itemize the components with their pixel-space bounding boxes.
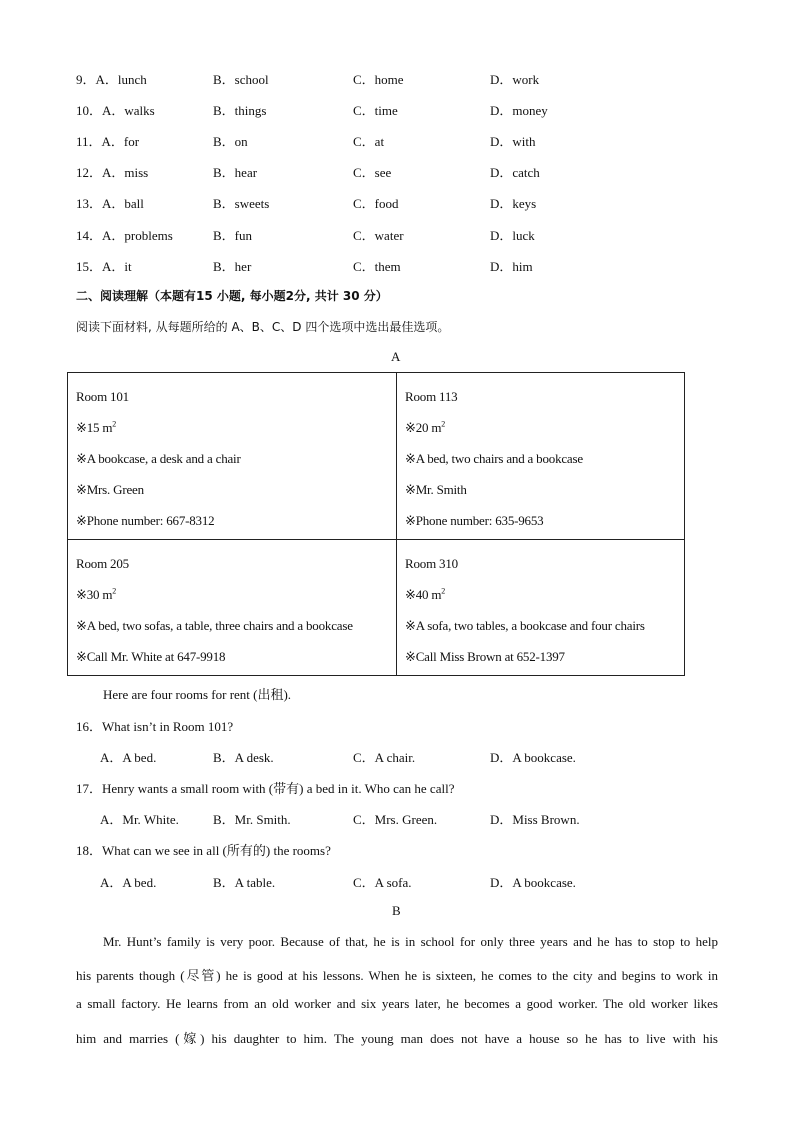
option-d: D．him	[490, 259, 533, 274]
option-row-14	[0, 225, 794, 245]
option-b: B．fun	[213, 228, 253, 243]
passage-line: a small factory. He learns from an old worker and six years later, he becomes a good worker. The old worker likes	[76, 996, 718, 1011]
room-phone: ※Phone number: 667-8312	[76, 513, 215, 528]
option-row-label: 12．A．miss	[76, 165, 149, 180]
room-area: ※40 $m^2$	[405, 586, 446, 602]
option-row-label: 13．A．ball	[76, 196, 144, 211]
passage-line: his parents though (尽管) he is good at his lessons. When he is sixteen, he comes to the city and begins to work in	[76, 968, 718, 983]
option-d: D．money	[490, 103, 548, 118]
option-d: D．A bookcase.	[490, 875, 576, 890]
room-name: Room 113	[405, 389, 458, 404]
table-caption: Here are four rooms for rent (出租).	[103, 687, 292, 702]
option-row-label: 10．A．walks	[76, 103, 155, 118]
option-row-9	[0, 69, 794, 89]
option-row-label: 14．A．problems	[76, 228, 173, 243]
option-row-label: 9．A．lunch	[76, 72, 147, 87]
passage-label-a: A	[391, 349, 401, 364]
room-cell	[397, 540, 685, 676]
room-cell	[68, 373, 397, 540]
option-c: C．at	[353, 134, 385, 149]
option-c: C．water	[353, 228, 404, 243]
passage-line: Mr. Hunt’s family is very poor. Because of that, he is in school for only three years and he has to stop to help	[103, 934, 718, 949]
room-items: ※A sofa, two tables, a bookcase and four chairs	[405, 618, 645, 633]
room-name: Room 101	[76, 389, 129, 404]
question-17-stem: 17．Henry wants a small room with (带有) a bed in it. Who can he call?	[76, 781, 455, 796]
table-row	[68, 540, 685, 676]
option-a: A．A bed.	[100, 750, 157, 765]
option-c: C．Mrs. Green.	[353, 812, 438, 827]
option-b: B．things	[213, 103, 267, 118]
option-d: D．A bookcase.	[490, 750, 576, 765]
option-b: B．on	[213, 134, 248, 149]
option-b: B．hear	[213, 165, 258, 180]
option-row-13	[0, 193, 794, 213]
option-b: B．her	[213, 259, 252, 274]
room-name: Room 310	[405, 556, 458, 571]
option-c: C．them	[353, 259, 401, 274]
option-c: C．home	[353, 72, 404, 87]
room-contact: ※Mr. Smith	[405, 482, 467, 497]
option-b: B．A desk.	[213, 750, 274, 765]
option-row-12	[0, 162, 794, 182]
room-items: ※A bed, two sofas, a table, three chairs and a bookcase	[76, 618, 353, 633]
option-a: A．Mr. White.	[100, 812, 179, 827]
option-c: C．time	[353, 103, 398, 118]
option-d: D．with	[490, 134, 536, 149]
room-items: ※A bed, two chairs and a bookcase	[405, 451, 583, 466]
option-row-label: 11．A．for	[76, 134, 140, 149]
option-d: D．work	[490, 72, 540, 87]
room-call: ※Call Mr. White at 647-9918	[76, 649, 226, 664]
option-b: B．A table.	[213, 875, 276, 890]
option-b: B．school	[213, 72, 269, 87]
option-d: D．catch	[490, 165, 540, 180]
room-area: ※20 $m^2$	[405, 419, 446, 435]
option-d: D．Miss Brown.	[490, 812, 580, 827]
section-heading: 二、阅读理解（本题有15 小题, 每小题2分, 共计 30 分）	[76, 289, 388, 303]
option-row-label: 15．A．it	[76, 259, 132, 274]
rooms-table	[67, 372, 685, 676]
option-d: D．luck	[490, 228, 535, 243]
option-row-11	[0, 131, 794, 151]
section-instruction: 阅读下面材料, 从每题所给的 A、B、C、D 四个选项中选出最佳选项。	[76, 320, 450, 334]
room-area: ※30 $m^2$	[76, 586, 117, 602]
option-d: D．keys	[490, 196, 537, 211]
room-phone: ※Phone number: 635-9653	[405, 513, 544, 528]
option-c: C．A chair.	[353, 750, 416, 765]
passage-line: him and marries (嫁) his daughter to him. The young man does not have a house so he has to live with his	[76, 1031, 718, 1046]
option-b: B．sweets	[213, 196, 270, 211]
option-a: A．A bed.	[100, 875, 157, 890]
room-cell	[397, 373, 685, 540]
room-name: Room 205	[76, 556, 129, 571]
option-c: C．A sofa.	[353, 875, 412, 890]
option-b: B．Mr. Smith.	[213, 812, 291, 827]
question-16-stem: 16．What isn’t in Room 101?	[76, 719, 234, 734]
option-c: C．food	[353, 196, 399, 211]
room-contact: ※Mrs. Green	[76, 482, 144, 497]
question-18-stem: 18．What can we see in all (所有的) the rooms?	[76, 843, 331, 858]
option-c: C．see	[353, 165, 392, 180]
option-row-15	[0, 256, 794, 276]
room-cell	[68, 540, 397, 676]
passage-label-b: B	[392, 903, 401, 918]
room-items: ※A bookcase, a desk and a chair	[76, 451, 241, 466]
room-area: ※15 $m^2$	[76, 419, 117, 435]
table-row	[68, 373, 685, 540]
option-row-10	[0, 100, 794, 120]
room-call: ※Call Miss Brown at 652-1397	[405, 649, 565, 664]
